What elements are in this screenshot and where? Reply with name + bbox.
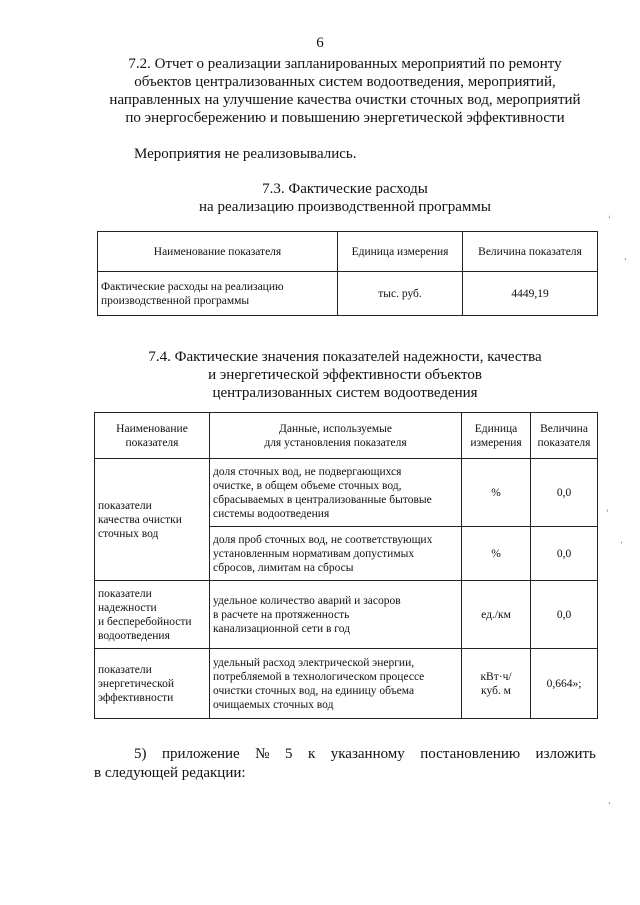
table-row [95,581,598,649]
header-line: измерения [470,436,522,449]
header-line: Величина [540,422,588,435]
cell-value: 0,0 [531,459,598,527]
heading-line: и энергетической эффективности объектов [208,367,482,383]
cell-line: удельное количество аварий и засоров [213,594,401,607]
word: указанному [330,746,405,762]
cell-line: производственной программы [101,294,250,307]
table-row [95,459,598,527]
header-line: Наименование [116,422,188,435]
cell-line: очистке, в общем объеме сточных вод, [213,479,402,492]
cell-line: удельный расход электрической энергии, [213,656,415,669]
indicators-table [94,412,598,719]
cell-line: Фактические расходы на реализацию [101,280,284,293]
table-row [98,272,598,316]
cell-indicator-name [95,649,210,719]
header-indicator-name: Наименование показателя [98,232,338,272]
cell-data [210,649,462,719]
expenses-table [97,231,598,316]
cell-line: энергетической [98,677,174,690]
word: к [307,746,316,762]
cell-line: и бесперебойности [98,615,192,628]
header-line: Данные, используемые [279,422,392,435]
header-unit [462,413,531,459]
cell-line: канализационной сети в год [213,622,350,635]
scan-mark: ‘ [608,214,611,224]
cell-unit [462,649,531,719]
cell-line: потребляемой в технологическом процессе [213,670,425,683]
cell-line: в расчете на протяженность [213,608,350,621]
header-indicator-name [95,413,210,459]
cell-value: 0,0 [531,527,598,581]
heading-line: направленных на улучшение качества очистки сточных вод, мероприятий [109,92,581,108]
header-value: Величина показателя [463,232,598,272]
cell-line: показатели [98,499,152,512]
cell-line: надежности [98,601,157,614]
cell-line: доля сточных вод, не подвергающихся [213,465,402,478]
heading-line: объектов централизованных систем водоотведения, мероприятий, [134,74,556,90]
cell-line: водоотведения [98,629,170,642]
cell-unit: ед./км [462,581,531,649]
header-data [210,413,462,459]
paragraph-line-1 [134,745,596,763]
page-number: 6 [316,35,324,51]
cell-line: сбросов, лимитам на сбросы [213,561,354,574]
cell-line: сточных вод [98,527,159,540]
cell-line: показатели [98,663,152,676]
cell-indicator-name [98,272,338,316]
paragraph-line-2: в следующей редакции: [94,765,246,781]
heading-line: 7.4. Фактические значения показателей надежности, качества [148,349,542,365]
cell-data [210,581,462,649]
header-line: для установления показателя [264,436,407,449]
cell-unit: тыс. руб. [338,272,463,316]
cell-line: очищаемых сточных вод [213,698,334,711]
section-7-2-note: Мероприятия не реализовывались. [134,146,357,162]
scan-mark: ‘ [624,256,627,266]
cell-line: куб. м [481,684,511,697]
scan-mark: ’ [606,508,609,518]
cell-line: кВт·ч/ [480,670,512,683]
cell-line: эффективности [98,691,174,704]
cell-value: 0,0 [531,581,598,649]
word: № [255,746,270,762]
cell-line: качества очистки [98,513,182,526]
word: приложение [161,746,240,762]
cell-unit: % [462,459,531,527]
scan-mark: ’ [620,540,623,550]
heading-line: на реализацию производственной программы [199,199,491,215]
section-7-3-heading [60,180,630,216]
header-unit: Единица измерения [338,232,463,272]
cell-value: 4449,19 [463,272,598,316]
table-row [95,649,598,719]
header-line: Единица [474,422,518,435]
cell-data [210,459,462,527]
cell-data [210,527,462,581]
heading-line: 7.2. Отчет о реализации запланированных мероприятий по ремонту [128,56,562,72]
heading-line: по энергосбережению и повышению энергетической эффективности [125,110,565,126]
cell-unit: % [462,527,531,581]
header-line: показателя [537,436,591,449]
cell-line: системы водоотведения [213,507,330,520]
cell-line: сбрасываемых в централизованные бытовые [213,493,432,506]
cell-line: очистки сточных вод, на единицу объема [213,684,415,697]
word: изложить [535,746,596,762]
header-line: показателя [125,436,179,449]
cell-line: установленным нормативам допустимых [213,547,415,560]
scan-mark: ‘ [608,800,611,810]
cell-indicator-name [95,459,210,581]
section-7-4-heading [60,348,630,402]
word: 5 [284,746,293,762]
cell-line: показатели [98,587,152,600]
heading-line: централизованных систем водоотведения [212,385,478,401]
heading-line: 7.3. Фактические расходы [262,181,428,197]
word: 5) [134,746,147,762]
cell-value: 0,664»; [531,649,598,719]
cell-indicator-name [95,581,210,649]
word: постановлению [420,746,521,762]
section-7-2-heading [60,55,630,127]
cell-line: доля проб сточных вод, не соответствующих [213,533,433,546]
header-value [531,413,598,459]
